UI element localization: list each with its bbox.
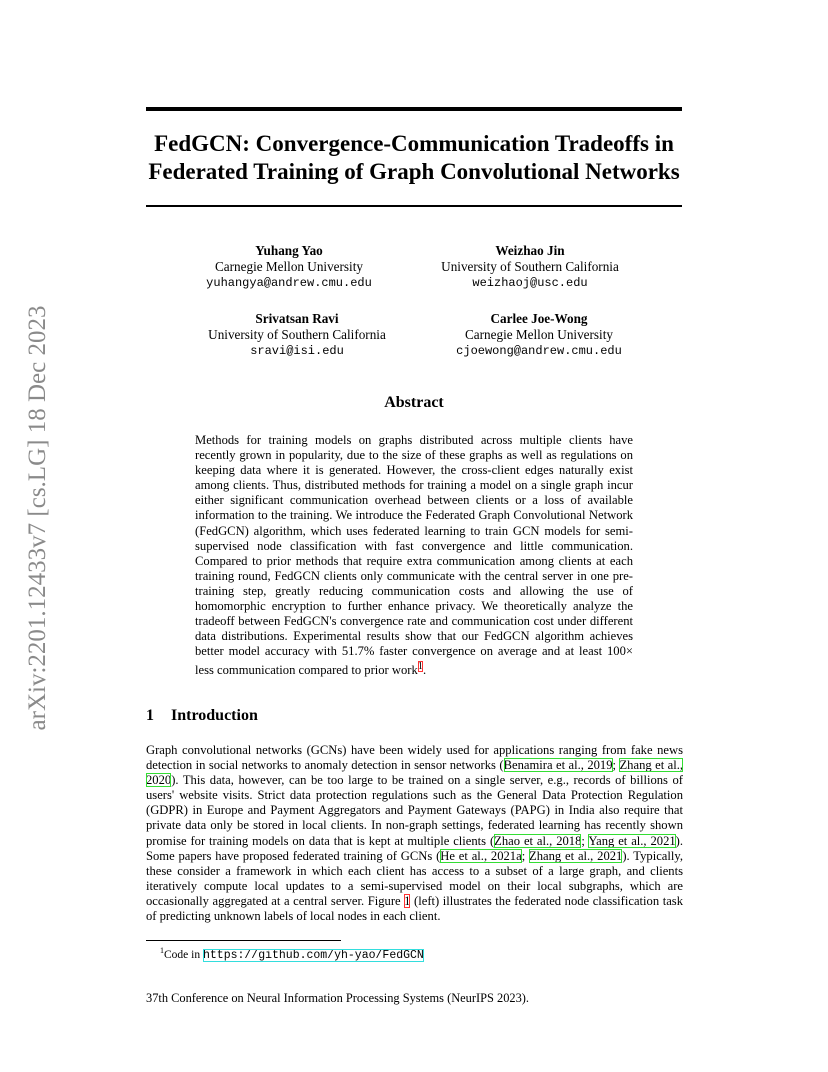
author-affiliation: University of Southern California: [441, 259, 619, 274]
paper-title: [120, 130, 708, 186]
abstract-end: .: [423, 663, 427, 678]
intro-text: Graph convolutional networks (GCNs) have been widely used for applications ranging from fake news detection in social networks to anomaly detection in sensor networks (: [146, 743, 683, 773]
conference-note: 37th Conference on Neural Information Processing Systems (NeurIPS 2023).: [146, 991, 530, 1005]
intro-text: ). Some papers have proposed federated training of GCNs (: [146, 833, 684, 863]
section-heading: [146, 707, 258, 725]
intro-paragraph: [146, 743, 683, 924]
citation-link[interactable]: He et al., 2021a: [440, 848, 522, 863]
citation-link[interactable]: Zhao et al., 2018: [494, 833, 582, 848]
author-email: weizhaoj@usc.edu: [472, 276, 588, 290]
author-block: [159, 243, 419, 291]
citation-link[interactable]: Benamira et al., 2019: [503, 758, 613, 773]
abstract-heading: Abstract: [384, 394, 444, 411]
footnote-text: Code in: [164, 948, 203, 961]
author-name: Weizhao Jin: [495, 243, 565, 258]
author-email: yuhangya@andrew.cmu.edu: [206, 276, 372, 290]
intro-text: ). This data, however, can be too large to be trained on a single server, e.g., records of billions of users' website visits. Strict data protection regulations such as the General Data Protection Regulation (GDPR) in Europe and Payment Aggregators and Payment Gateways (PAPG) in India also require that private data only be stored in local clients. In non-graph settings, federated learning has recently shown promise for training models on data that is kept at multiple clients (: [146, 773, 683, 848]
citation-link[interactable]: Zhang et al., 2020: [146, 758, 684, 788]
footnote-mark: 1: [160, 946, 164, 955]
figure-ref-link[interactable]: 1: [404, 893, 411, 908]
section-number: 1: [146, 707, 154, 724]
author-affiliation: University of Southern California: [208, 327, 386, 342]
section-title: Introduction: [171, 707, 258, 724]
footnote-link[interactable]: 1: [417, 661, 424, 673]
citation-link[interactable]: Yang et al., 2021: [588, 833, 676, 848]
author-block: [167, 311, 427, 359]
author-name: Srivatsan Ravi: [255, 311, 339, 326]
abstract-text: Methods for training models on graphs distributed across multiple clients have recently grown in popularity, due to the size of these graphs as well as regulations on keeping data where it is generated. However, the cross-client edges naturally exist among clients. Thus, distributed methods for training a model on a single graph incur either significant communication overhead between clients or a loss of available information to the training. We introduce the Federated Graph Convolutional Network (FedGCN) algorithm, which uses federated learning to train GCN models for semi-supervised node classification with fast convergence and little communication. Compared to prior methods that require extra communication among clients at each training round, FedGCN clients only communicate with the central server in one pre-training step, greatly reducing communication costs and allowing the use of homomorphic encryption to further enhance privacy. We theoretically analyze the tradeoff between FedGCN's convergence rate and communication cost under different data distributions. Experimental results show that our FedGCN algorithm achieves better model accuracy with 51.7% faster convergence on average and at least 100× less communication compared to prior work: [195, 433, 633, 678]
code-url-link[interactable]: https://github.com/yh-yao/FedGCN: [202, 948, 424, 962]
arxiv-identifier: arXiv:2201.12433v7 [cs.LG] 18 Dec 2023: [24, 305, 51, 731]
author-affiliation: Carnegie Mellon University: [215, 259, 363, 274]
author-email: cjoewong@andrew.cmu.edu: [456, 344, 622, 358]
citation-separator: ;: [581, 833, 589, 848]
title-top-rule: [146, 107, 682, 111]
author-name: Yuhang Yao: [255, 243, 323, 258]
author-name: Carlee Joe-Wong: [490, 311, 588, 326]
intro-text: ). Typically, these consider a framework in which each client has access to a subset of a large graph, and clients iteratively compute local updates to a semi-supervised model on their local subgraphs, which are occasionally aggregated at a central server. Figure: [146, 848, 683, 908]
author-block: [409, 311, 669, 359]
footnote: [160, 944, 424, 963]
title-line-1: FedGCN: Convergence-Communication Tradeoffs in: [154, 131, 674, 156]
title-bottom-rule: [146, 205, 682, 207]
author-block: [400, 243, 660, 291]
citation-separator: ;: [612, 758, 620, 773]
intro-text: (left) illustrates the federated node classification task of predicting unknown labels of local nodes in each client.: [146, 893, 683, 924]
citation-separator: ;: [521, 848, 530, 863]
citation-link[interactable]: Zhang et al., 2021: [529, 848, 623, 863]
author-affiliation: Carnegie Mellon University: [465, 327, 613, 342]
title-line-2: Federated Training of Graph Convolutional Networks: [148, 159, 680, 184]
footnote-rule: [146, 940, 341, 941]
abstract-body: [195, 433, 633, 679]
author-email: sravi@isi.edu: [250, 344, 344, 358]
